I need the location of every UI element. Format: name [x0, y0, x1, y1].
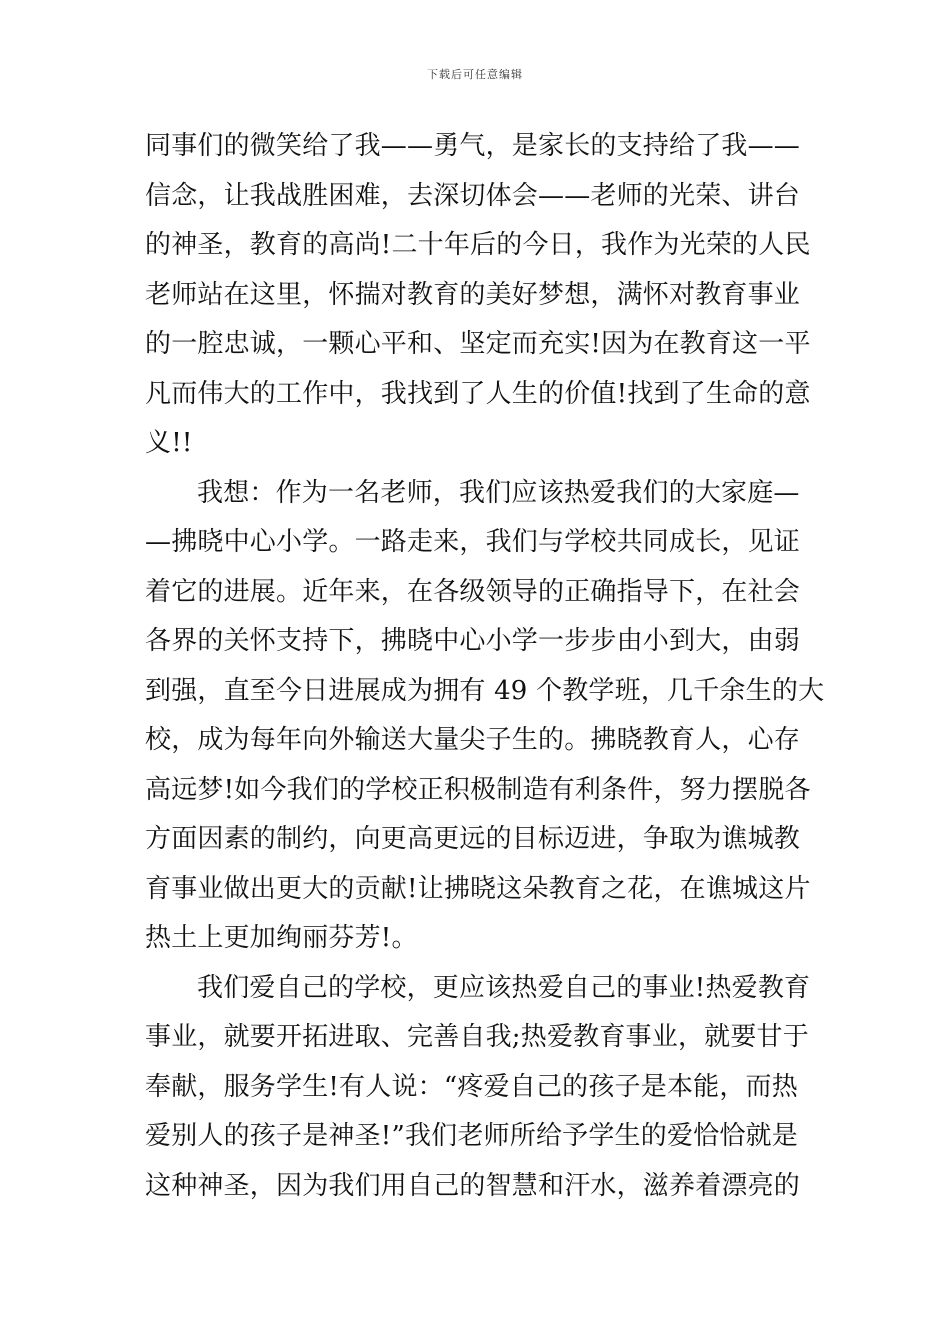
header-note: 下载后可任意编辑 — [427, 68, 523, 81]
text-line: 凡而伟大的工作中，我找到了人生的价值!找到了生命的意 — [145, 378, 811, 409]
text-line: 爱别人的孩子是神圣!”我们老师所给予学生的爱恰恰就是 — [145, 1121, 798, 1151]
text-line: 的一腔忠诚，一颗心平和、坚定而充实!因为在教育这一平 — [145, 329, 811, 359]
text-line: 高远梦!如今我们的学校正积极制造有利条件，努力摆脱各 — [145, 774, 811, 805]
paragraph-start-line: 我们爱自己的学校，更应该热爱自己的事业!热爱教育 — [197, 972, 811, 1003]
text-line: 奉献，服务学生!有人说：“疼爱自己的孩子是本能，而热 — [145, 1071, 798, 1102]
paragraph-start-line: 我想：作为一名老师，我们应该热爱我们的大家庭— — [197, 477, 800, 508]
text-line: 到强，直至今日进展成为拥有 49 个教学班，几千余生的大 — [145, 675, 825, 706]
document-body — [145, 122, 825, 1211]
text-line: 信念，让我战胜困难，去深切体会——老师的光荣、讲台 — [145, 180, 801, 211]
text-line: 这种神圣，因为我们用自己的智慧和汗水，滋养着漂亮的 — [145, 1170, 801, 1201]
text-line: 各界的关怀支持下，拂晓中心小学一步步由小到大，由弱 — [145, 626, 801, 656]
text-line: 义!! — [145, 428, 193, 458]
text-line: 校，成为每年向外输送大量尖子生的。拂晓教育人，心存 — [145, 725, 801, 755]
text-line: 事业，就要开拓进取、完善自我;热爱教育事业，就要甘于 — [145, 1022, 809, 1052]
text-line: 育事业做出更大的贡献!让拂晓这朵教育之花，在谯城这片 — [145, 873, 811, 904]
text-line: 的神圣，教育的高尚!二十年后的今日，我作为光荣的人民 — [145, 230, 811, 260]
text-line: 同事们的微笑给了我——勇气，是家长的支持给了我—— — [145, 131, 801, 161]
text-line: 着它的进展。近年来，在各级领导的正确指导下，在社会 — [145, 576, 801, 607]
text-line: 热土上更加绚丽芬芳!。 — [145, 923, 418, 953]
text-line: —拂晓中心小学。一路走来，我们与学校共同成长，见证 — [145, 527, 801, 557]
text-line: 方面因素的制约，向更高更远的目标迈进，争取为谯城教 — [145, 824, 801, 854]
text-line: 老师站在这里，怀揣对教育的美好梦想，满怀对教育事业 — [145, 279, 801, 310]
